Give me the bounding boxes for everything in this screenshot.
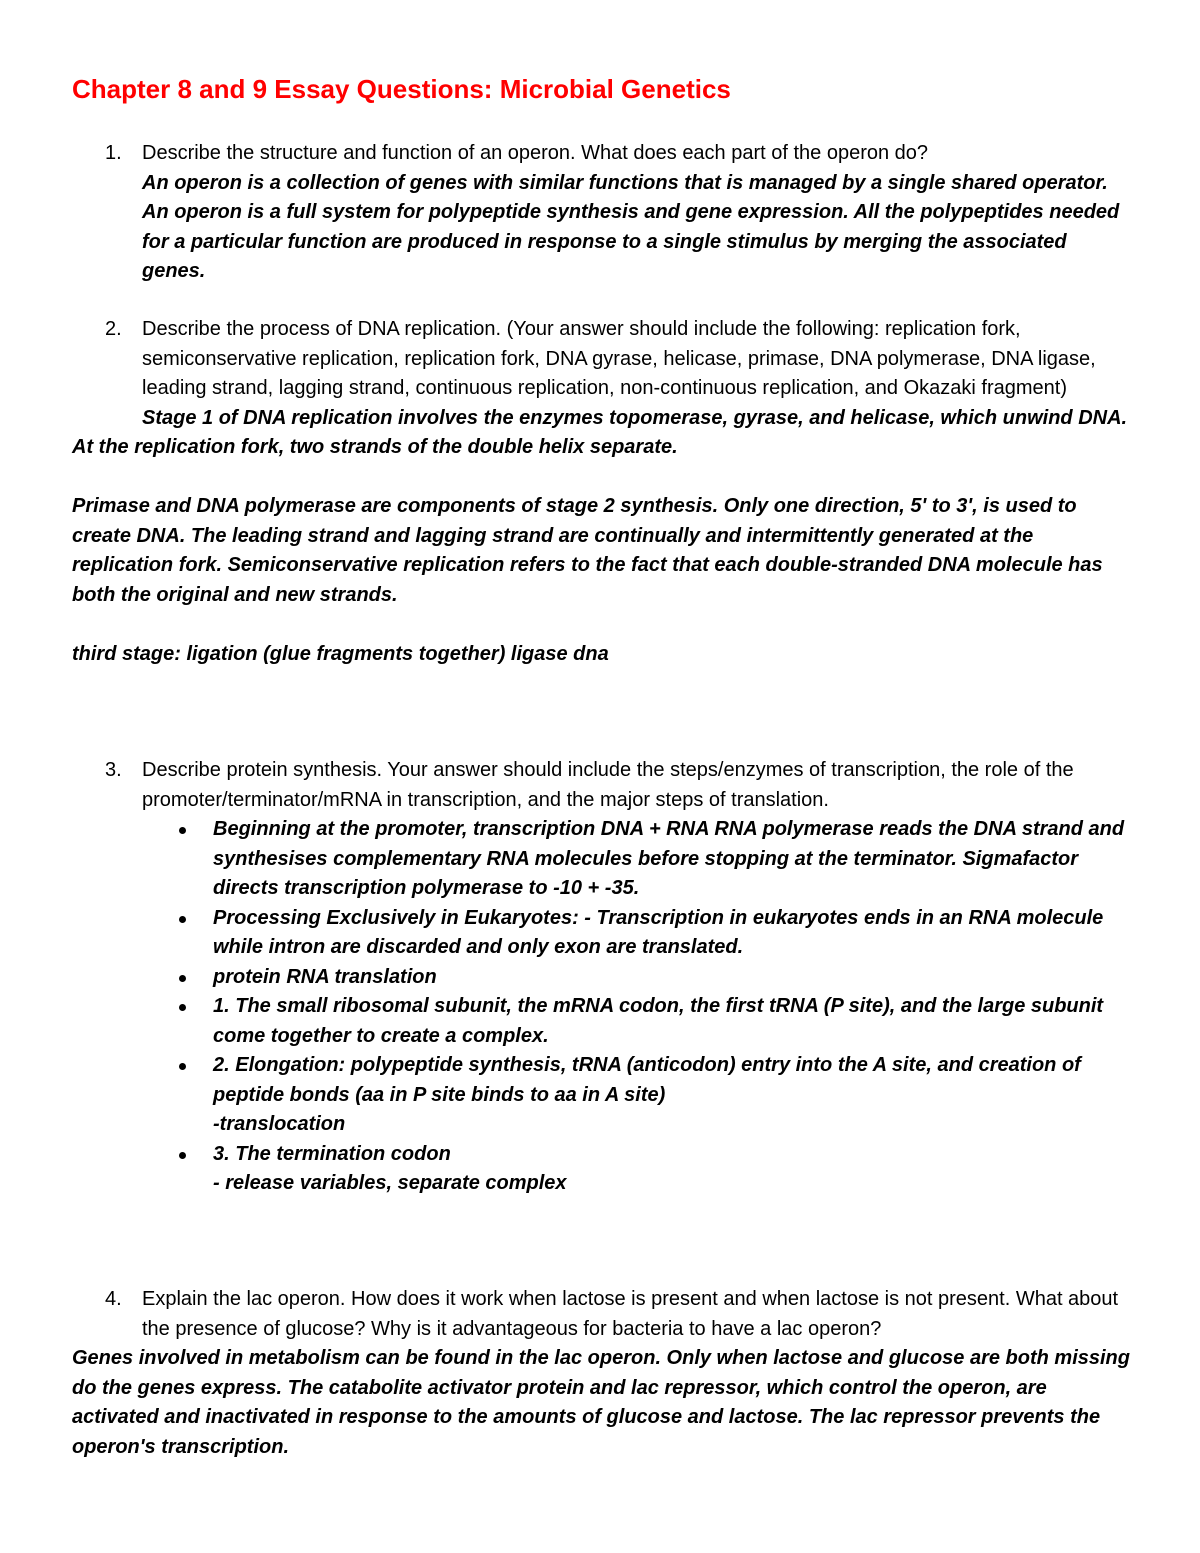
list-item-subtext: -translocation xyxy=(213,1113,346,1135)
answer-paragraph: third stage: ligation (glue fragments together) ligase dna xyxy=(72,642,609,665)
list-item xyxy=(213,1140,1143,1199)
answer-paragraph: Primase and DNA polymerase are components of stage 2 synthesis. Only one direction, 5' to 3', is used to create DNA. The leading strand and lagging strand are continually and intermittently generated at the replication fork. Semiconservative replication refers to the fact that each double-stranded DNA molecule has both the original and new strands. xyxy=(72,495,1103,606)
question-text: Describe the structure and function of an operon. What does each part of the operon do? xyxy=(142,142,929,164)
question-number: 2. xyxy=(105,318,122,340)
bullet-icon xyxy=(179,916,186,923)
question-2 xyxy=(0,315,1200,669)
list-item-subtext: - release variables, separate complex xyxy=(213,1172,567,1194)
list-item-text: Processing Exclusively in Eukaryotes: - Transcription in eukaryotes ends in an RNA molecule while intron are discarded and only exon are translated. xyxy=(213,906,1104,958)
bullet-icon xyxy=(179,1063,186,1070)
question-4 xyxy=(0,1285,1200,1462)
bullet-icon xyxy=(179,827,186,834)
question-text: Describe the process of DNA replication. (Your answer should include the following: replication fork, semiconservative replication, replication fork, DNA gyrase, helicase, primase, DNA polymerase, DNA ligase, leading strand, lagging strand, continuous replication, non-continuous replication, and Okazaki fragment) xyxy=(142,318,1096,399)
list-item xyxy=(213,904,1143,963)
list-item-text: 3. The termination codon xyxy=(213,1142,451,1165)
question-1 xyxy=(0,139,1200,287)
question-text: Describe protein synthesis. Your answer should include the steps/enzymes of transcription, the role of the promoter/terminator/mRNA in transcription, and the major steps of translation. xyxy=(142,759,1074,811)
bullet-icon xyxy=(179,1004,186,1011)
list-item xyxy=(213,963,1143,993)
bullet-icon xyxy=(179,975,186,982)
bullet-icon xyxy=(179,1152,186,1159)
list-item-text: Beginning at the promoter, transcription DNA + RNA RNA polymerase reads the DNA strand and synthesises complementary RNA molecules before stopping at the terminator. Sigmafactor directs transcription polymerase to -10 + -35. xyxy=(213,818,1125,899)
list-item-text: 1. The small ribosomal subunit, the mRNA codon, the first tRNA (P site), and the large subunit come together to create a complex. xyxy=(213,995,1104,1047)
question-3 xyxy=(0,756,1200,1199)
answer-text: Genes involved in metabolism can be found in the lac operon. Only when lactose and glucose are both missing do the genes express. The catabolite activator protein and lac repressor, which control the operon, are activated and inactivated in response to the amounts of glucose and lactose. The lac repressor prevents the operon's transcription. xyxy=(72,1347,1130,1458)
answer-text: An operon is a collection of genes with similar functions that is managed by a single shared operator. An operon is a full system for polypeptide synthesis and gene expression. All the polypeptides needed for a particular function are produced in response to a single stimulus by merging the associated genes. xyxy=(142,171,1120,282)
list-item xyxy=(213,1051,1143,1140)
list-item-text: 2. Elongation: polypeptide synthesis, tRNA (anticodon) entry into the A site, and creation of peptide bonds (aa in P site binds to aa in A site) xyxy=(213,1054,1081,1106)
page-title: Chapter 8 and 9 Essay Questions: Microbial Genetics xyxy=(72,74,731,104)
list-item-text: protein RNA translation xyxy=(213,965,437,988)
list-item xyxy=(213,992,1143,1051)
question-number: 1. xyxy=(105,142,122,164)
list-item xyxy=(213,815,1143,904)
answer-bullet-list xyxy=(213,815,1143,1199)
question-number: 3. xyxy=(105,759,122,781)
answer-paragraph: Stage 1 of DNA replication involves the enzymes topomerase, gyrase, and helicase, which unwind DNA. At the replication fork, two strands of the double helix separate. xyxy=(72,406,1128,458)
question-text: Explain the lac operon. How does it work when lactose is present and when lactose is not present. What about the presence of glucose? Why is it advantageous for bacteria to have a lac operon? xyxy=(142,1288,1119,1340)
question-number: 4. xyxy=(105,1288,122,1310)
